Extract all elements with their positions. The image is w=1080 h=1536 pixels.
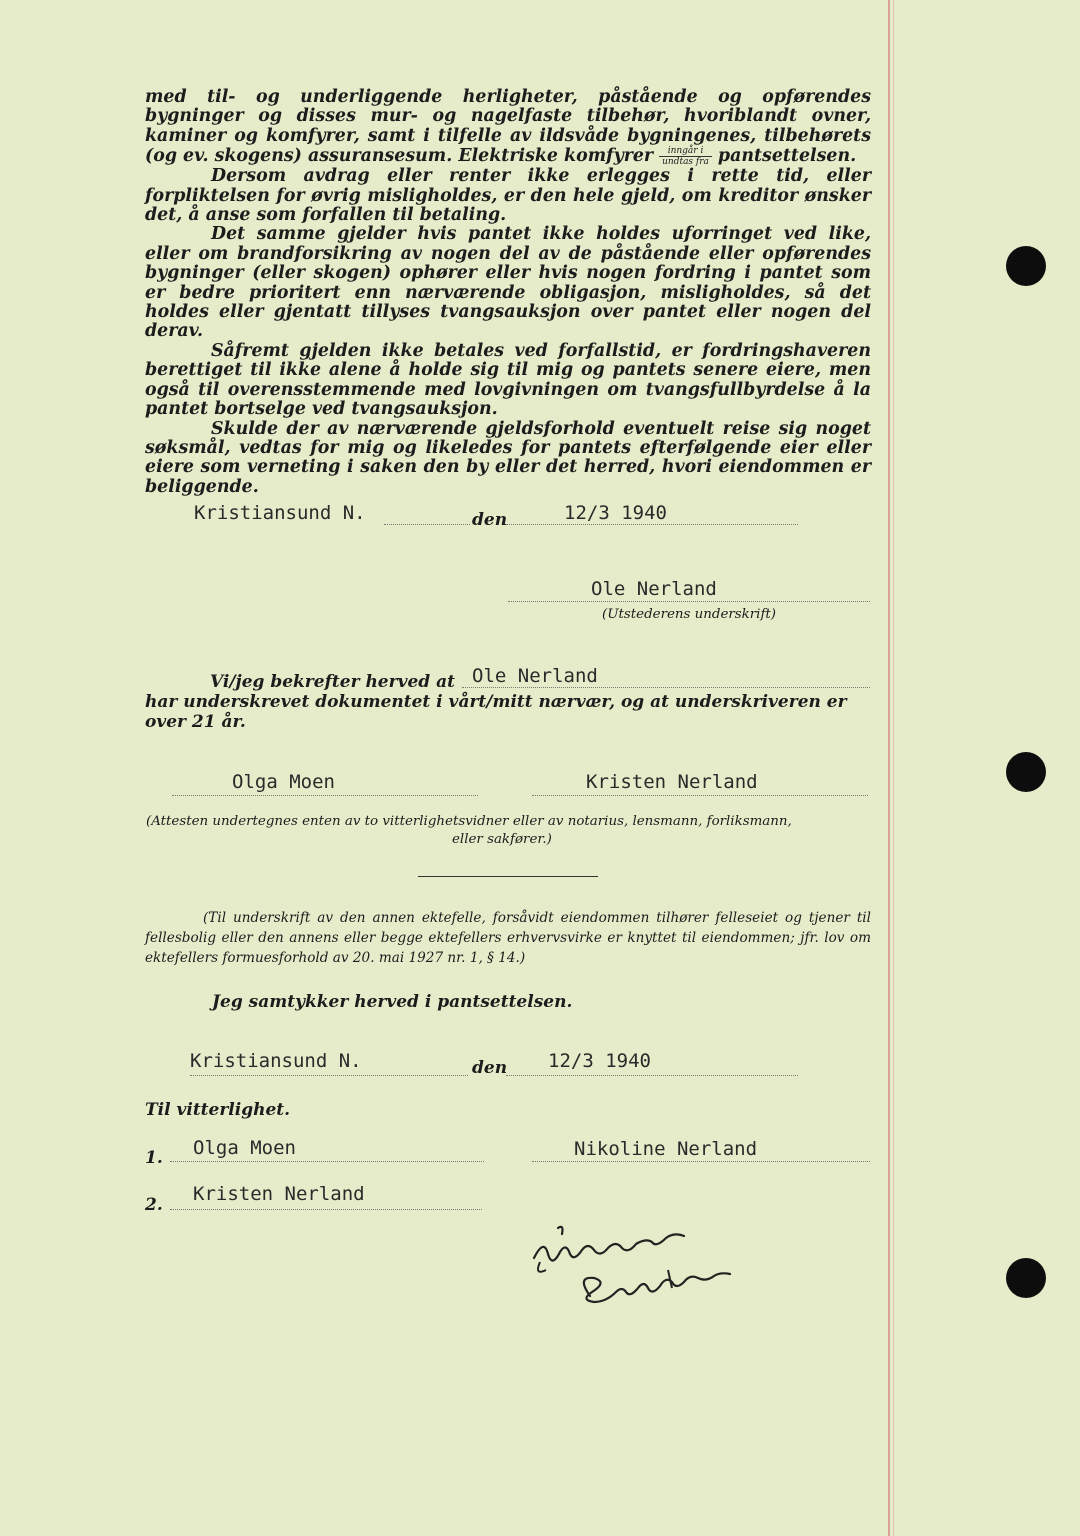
punch-hole-bottom [1006,1258,1046,1298]
witness-b: Kristen Nerland [586,771,758,793]
date-1: 12/3 1940 [564,502,667,524]
den-label-1: den [472,510,508,530]
punch-hole-middle [1006,752,1046,792]
handwritten-signature [520,1218,790,1318]
confirm-rest: har underskrevet dokumentet i vårt/mitt nærvær, og at underskriveren er over 21 år. [145,692,847,732]
date-2: 12/3 1940 [548,1050,651,1072]
separator-rule [418,876,598,877]
witness-1: Olga Moen [193,1137,296,1159]
body-text [145,88,871,497]
witness-2-dots [170,1209,482,1210]
issuer-dots [508,601,870,602]
den-label-2: den [472,1058,508,1078]
margin-rule [888,0,890,1536]
witness-heading: Til vitterlighet. [145,1100,291,1120]
attest-note-line-2: eller sakfører.) [452,832,552,847]
confirm-prefix: Vi/jeg bekrefter herved at [210,672,455,692]
consent-text: Jeg samtykker herved i pantsettelsen. [212,992,573,1012]
spouse-dots [532,1161,870,1162]
margin-rule-secondary [893,0,894,1536]
issuer-name: Ole Nerland [591,578,717,600]
spouse-note: (Til underskrift av den annen ektefelle, forsåvidt eiendommen tilhører felleseiet og tjener til fellesbolig eller den annens eller begge ektefellers erhvervsvirke er knyttet til eiendommen; jfr. lov om ektefellers formuesforhold av 20. mai 1927 nr. 1, § 14.) [145,910,871,966]
body-paragraph-3: Det samme gjelder hvis pantet ikke holdes uforringet ved like, eller om brandforsikring av nogen del av de påstående eller opførendes bygninger (eller skogen) ophører eller hvis nogen fordring i pantet som er bedre prioritert enn nærværende obligasjon, misligholdes, så det holdes eller gjentatt tillyses tvangsauksjon over pantet eller nogen del derav. [145,224,871,342]
body-paragraph-2: Dersom avdrag eller renter ikke erlegges i rette tid, eller forpliktelsen for øvrig misligholdes, er den hele gjeld, om kreditor ønsker det, å anse som forfallen til betaling. [145,166,871,226]
witness-2: Kristen Nerland [193,1183,365,1205]
body-paragraph-4: Såfremt gjelden ikke betales ved forfallstid, er fordringshaveren berettiget til ikke alene å holde sig til mig og pantets senere eiere, men også til overensstemmende med lovgivningen om tvangsfullbyrdelse å la pantet bortselge ved tvangsauksjon. [145,340,871,420]
place-line-1: Kristiansund N. [194,502,366,524]
punch-hole-top [1006,246,1046,286]
witness-a: Olga Moen [232,771,335,793]
date-dots-2 [506,1075,798,1076]
issuer-caption: (Utstederens underskrift) [602,607,777,622]
body-paragraph-1: med til- og underliggende herligheter, påstående og opførendes bygninger og disses mur- og nagelfaste tilbehør, hvoriblandt ovner, kaminer og komfyrer, samt i tilfelle av ildsvåde bygningenes, tilbehørets (og ev. skogens) assuransesum. Elektriske komfyrer $\frac{\text{inngår i}}{\text{undtas fra}}$ pantsettelsen. [145,87,871,168]
witness-a-dots [172,795,478,796]
place-dots-2 [190,1075,468,1076]
witness-number-1: 1. [145,1148,163,1168]
witness-b-dots [532,795,868,796]
inngar-undtas-fraction: $\frac{\text{inngår i}}{\text{undtas fra}}$ [659,146,712,167]
witness-1-dots [170,1161,484,1162]
place-line-2: Kristiansund N. [190,1050,362,1072]
confirm-name: Ole Nerland [472,665,598,687]
place-dots-1 [384,524,470,525]
confirm-dots [462,687,870,688]
date-dots-1 [506,524,798,525]
witness-number-2: 2. [145,1195,163,1215]
body-paragraph-5: Skulde der av nærværende gjeldsforhold eventuelt reise sig noget søksmål, vedtas for mig og likeledes for pantets efterfølgende eier eller eiere som verneting i saken den by eller det herred, hvori eiendommen er beliggende. [145,418,871,497]
attest-note-line-1: (Attesten undertegnes enten av to vitterlighetsvidner eller av notarius, lensmann, forliksmann, [146,814,792,829]
spouse-name: Nikoline Nerland [574,1138,758,1160]
